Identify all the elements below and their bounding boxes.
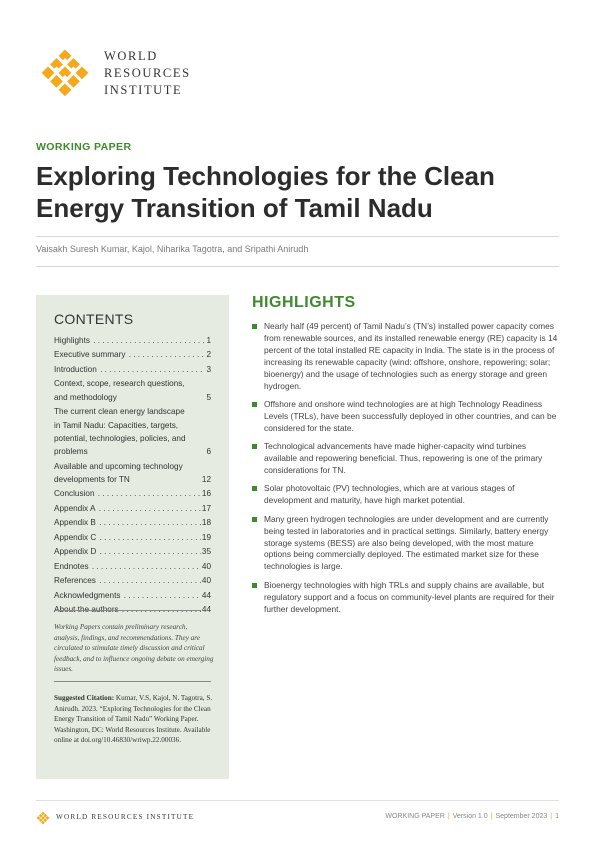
footer-doc-type: WORKING PAPER (385, 813, 445, 820)
footer-divider (36, 800, 559, 801)
toc-label: Appendix B (54, 518, 96, 528)
highlight-text: Solar photovoltaic (PV) technologies, which are at various stages of development and maturity, have high market potential. (264, 483, 515, 506)
authors: Vaisakh Suresh Kumar, Kajol, Niharika Tagotra, and Sripathi Anirudh (36, 244, 309, 254)
sidebar-divider (54, 610, 211, 611)
toc-entry[interactable] (54, 405, 211, 458)
footer-separator: | (550, 813, 553, 820)
toc-entry[interactable] (54, 334, 211, 347)
toc-page: 17 (201, 502, 211, 515)
square-bullet-icon (252, 444, 257, 449)
toc-page: 18 (201, 516, 211, 529)
toc-label: Context, scope, research questions, and methodology (54, 379, 185, 402)
toc-label: Introduction (54, 364, 97, 374)
square-bullet-icon (252, 402, 257, 407)
toc-label: Appendix A (54, 503, 96, 513)
doc-type-kicker: WORKING PAPER (36, 141, 132, 153)
square-bullet-icon (252, 583, 257, 588)
contents-heading: CONTENTS (54, 311, 134, 327)
footer-version: Version 1.0 (452, 813, 488, 820)
toc-page: 40 (201, 574, 211, 587)
toc-entry[interactable] (54, 574, 211, 587)
footer-separator: | (447, 813, 450, 820)
wri-logo[interactable] (36, 44, 206, 104)
logo-wordmark (104, 48, 191, 99)
toc-entry[interactable] (54, 531, 211, 544)
page-title: Exploring Technologies for the Clean Energy Transition of Tamil Nadu (36, 161, 495, 223)
citation-label: Suggested Citation: (54, 694, 115, 702)
footer-page-number: 1 (555, 813, 559, 820)
highlight-text: Nearly half (49 percent) of Tamil Nadu’s (TN’s) installed power capacity comes from renewable sources, and its installed renewable energy (RE) capacity is 14 percent of the total installed RE capacity in India. The state is in the process of increasing its renewable capacity (wind: offshore, onshore, repowering; solar; bioenergy) and the usage of technologies such as energy storage and green hydrogen. (264, 321, 558, 391)
toc-label: Acknowledgments (54, 590, 121, 600)
divider (36, 236, 559, 237)
table-of-contents (54, 334, 211, 618)
toc-entry[interactable] (54, 460, 211, 487)
toc-entry[interactable] (54, 516, 211, 529)
toc-label: References (54, 576, 96, 586)
working-paper-note: Working Papers contain preliminary research, analysis, findings, and recommendations. They are circulated to stimulate timely discussion and critical feedback, and to influence ongoing debate on emerging issues. (54, 623, 214, 674)
toc-entry[interactable] (54, 377, 211, 404)
highlight-text: Bioenergy technologies with high TRLs and supply chains are available, but regulatory support and a focus on community-level plants are required for their further development. (264, 579, 555, 614)
toc-entry[interactable] (54, 545, 211, 558)
toc-page: 6 (206, 447, 211, 457)
toc-page: 5 (206, 392, 211, 402)
highlight-item (252, 399, 558, 435)
logo-line: WORLD (104, 49, 158, 63)
toc-label: Appendix D (54, 547, 97, 557)
toc-page: 2 (205, 348, 211, 361)
wri-footer-mark-icon (36, 811, 50, 825)
toc-page: 16 (201, 487, 211, 500)
divider (36, 266, 559, 267)
toc-label: Endnotes (54, 561, 89, 571)
toc-label: Appendix C (54, 532, 97, 542)
toc-label: Executive summary (54, 350, 126, 360)
highlight-item (252, 321, 558, 392)
toc-label: Available and upcoming technology developments for TN (54, 461, 183, 484)
footer-org-name: WORLD RESOURCES INSTITUTE (56, 813, 195, 821)
toc-page: 19 (201, 531, 211, 544)
highlight-item (252, 514, 558, 574)
toc-entry[interactable] (54, 502, 211, 515)
toc-page: 44 (201, 603, 211, 616)
toc-page: 40 (201, 560, 211, 573)
footer-separator: | (490, 813, 493, 820)
suggested-citation (54, 693, 214, 746)
sidebar-divider (54, 681, 211, 682)
toc-entry[interactable] (54, 348, 211, 361)
square-bullet-icon (252, 324, 257, 329)
highlight-text: Offshore and onshore wind technologies are at high Technology Readiness Levels (TRLs), have been successfully deployed in other countries, and can be considered for the state. (264, 398, 557, 433)
toc-page: 44 (201, 589, 211, 602)
toc-entry[interactable] (54, 363, 211, 376)
citation-text: Kumar, V.S, Kajol, N. Tagotra, S. Anirudh. 2023. “Exploring Technologies for the Clean Energy Transition of Tamil Nadu” Working Paper. Washington, DC: World Resources Institute. Available online at doi.org/10.46830/wriwp.22.00036. (54, 694, 213, 745)
highlight-text: Technological advancements have made higher-capacity wind turbines available and repowering beneficial. Thus, repowering is one of the primary considerations for TN. (264, 441, 543, 475)
logo-line: RESOURCES (104, 66, 191, 80)
toc-page: 35 (201, 545, 211, 558)
highlight-item (252, 441, 558, 477)
toc-entry[interactable] (54, 560, 211, 573)
contents-sidebar (36, 295, 229, 779)
footer-date: September 2023 (495, 813, 548, 820)
toc-entry[interactable] (54, 589, 211, 602)
highlights-heading: HIGHLIGHTS (252, 294, 356, 311)
toc-label: Highlights (54, 336, 90, 345)
highlight-item (252, 483, 558, 507)
toc-label: Conclusion (54, 489, 95, 499)
highlight-text: Many green hydrogen technologies are under development and are currently being tested in laboratories and in practical settings. Similarly, battery energy storage systems (BESS) are also being developed, with the most mature options being commercially deployed. The estimated market size for these technologies is large. (264, 513, 549, 572)
toc-page: 12 (201, 474, 211, 484)
square-bullet-icon (252, 517, 257, 522)
logo-line: INSTITUTE (104, 83, 183, 97)
highlight-item (252, 580, 558, 616)
footer-info (385, 813, 559, 820)
toc-page: 3 (205, 363, 211, 376)
toc-page: 1 (205, 334, 211, 347)
wri-logo-mark-icon (36, 46, 94, 104)
square-bullet-icon (252, 486, 257, 491)
toc-label: The current clean energy landscape in Tamil Nadu: Capacities, targets, potential, technologies, policies, and problems (54, 407, 186, 457)
highlights-list (252, 321, 558, 622)
toc-entry[interactable] (54, 487, 211, 500)
